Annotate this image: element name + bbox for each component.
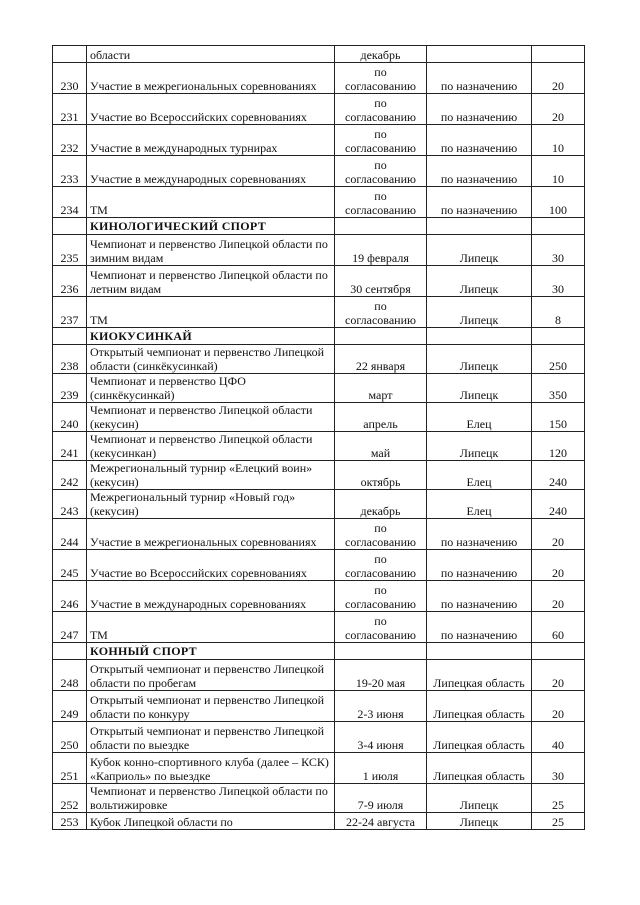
event-date: декабрь <box>335 490 427 519</box>
event-place: Липецк <box>427 813 532 830</box>
event-date: декабрь <box>335 46 427 63</box>
event-date: по согласованию <box>335 187 427 218</box>
row-number: 247 <box>53 612 87 643</box>
row-number: 252 <box>53 784 87 813</box>
event-date: 3-4 июня <box>335 722 427 753</box>
events-table <box>52 45 585 830</box>
event-place: Елец <box>427 461 532 490</box>
table-row <box>53 753 585 784</box>
events-table-body <box>53 46 585 830</box>
event-place: по назначению <box>427 94 532 125</box>
row-number: 240 <box>53 403 87 432</box>
event-date: 2-3 июня <box>335 691 427 722</box>
event-name: ТМ <box>87 612 335 643</box>
event-place: Липецк <box>427 374 532 403</box>
participant-count: 8 <box>532 297 585 328</box>
event-name: Чемпионат и первенство Липецкой области по зимним видам <box>87 235 335 266</box>
table-row <box>53 374 585 403</box>
participant-count: 20 <box>532 691 585 722</box>
row-number: 238 <box>53 345 87 374</box>
section-title: КИНОЛОГИЧЕСКИЙ СПОРТ <box>87 218 335 235</box>
section-row <box>53 328 585 345</box>
participant-count: 100 <box>532 187 585 218</box>
participant-count: 30 <box>532 235 585 266</box>
participant-count: 30 <box>532 266 585 297</box>
row-number <box>53 46 87 63</box>
document-page <box>52 45 584 830</box>
event-name: Открытый чемпионат и первенство Липецкой области (синкёкусинкай) <box>87 345 335 374</box>
event-name: Участие в международных соревнованиях <box>87 156 335 187</box>
event-date: октябрь <box>335 461 427 490</box>
table-row <box>53 432 585 461</box>
table-row <box>53 345 585 374</box>
event-date: по согласованию <box>335 63 427 94</box>
event-place <box>427 46 532 63</box>
event-place: Липецкая область <box>427 691 532 722</box>
table-row <box>53 461 585 490</box>
section-empty-cell <box>335 643 427 660</box>
participant-count: 250 <box>532 345 585 374</box>
row-number: 237 <box>53 297 87 328</box>
event-place: Липецк <box>427 266 532 297</box>
event-place: Липецкая область <box>427 722 532 753</box>
event-place: по назначению <box>427 63 532 94</box>
event-date: апрель <box>335 403 427 432</box>
event-date: по согласованию <box>335 297 427 328</box>
section-title: КОННЫЙ СПОРТ <box>87 643 335 660</box>
table-row <box>53 813 585 830</box>
row-number: 232 <box>53 125 87 156</box>
event-place: Елец <box>427 490 532 519</box>
participant-count: 30 <box>532 753 585 784</box>
table-row <box>53 156 585 187</box>
event-date: март <box>335 374 427 403</box>
event-name: Чемпионат и первенство Липецкой области (кекусинкан) <box>87 432 335 461</box>
section-empty-cell <box>427 643 532 660</box>
event-place: по назначению <box>427 612 532 643</box>
section-empty-cell <box>427 218 532 235</box>
row-number: 245 <box>53 550 87 581</box>
participant-count: 20 <box>532 581 585 612</box>
event-name: Открытый чемпионат и первенство Липецкой области по выездке <box>87 722 335 753</box>
event-date: май <box>335 432 427 461</box>
event-name: Участие в межрегиональных соревнованиях <box>87 63 335 94</box>
participant-count: 60 <box>532 612 585 643</box>
section-title: КИОКУСИНКАЙ <box>87 328 335 345</box>
row-number: 246 <box>53 581 87 612</box>
section-empty-cell <box>532 218 585 235</box>
event-name: Участие в международных соревнованиях <box>87 581 335 612</box>
event-name: Открытый чемпионат и первенство Липецкой области по конкуру <box>87 691 335 722</box>
event-place: по назначению <box>427 187 532 218</box>
event-place: Липецк <box>427 784 532 813</box>
table-row <box>53 266 585 297</box>
section-row <box>53 643 585 660</box>
participant-count <box>532 46 585 63</box>
participant-count: 150 <box>532 403 585 432</box>
section-empty-cell <box>532 643 585 660</box>
event-date: 7-9 июля <box>335 784 427 813</box>
table-row <box>53 581 585 612</box>
table-row <box>53 660 585 691</box>
section-empty-cell <box>335 218 427 235</box>
event-place: по назначению <box>427 156 532 187</box>
event-name: Чемпионат и первенство ЦФО (синкёкусинкай) <box>87 374 335 403</box>
event-place: по назначению <box>427 550 532 581</box>
row-number: 235 <box>53 235 87 266</box>
section-empty-cell <box>335 328 427 345</box>
section-empty-cell <box>427 328 532 345</box>
event-name: Участие в межрегиональных соревнованиях <box>87 519 335 550</box>
participant-count: 120 <box>532 432 585 461</box>
event-date: 30 сентября <box>335 266 427 297</box>
row-number: 248 <box>53 660 87 691</box>
row-number: 239 <box>53 374 87 403</box>
row-number: 251 <box>53 753 87 784</box>
row-number: 231 <box>53 94 87 125</box>
event-date: по согласованию <box>335 612 427 643</box>
section-row <box>53 218 585 235</box>
participant-count: 240 <box>532 461 585 490</box>
table-row <box>53 403 585 432</box>
table-row <box>53 550 585 581</box>
event-place: Липецкая область <box>427 753 532 784</box>
event-date: по согласованию <box>335 156 427 187</box>
event-name: области <box>87 46 335 63</box>
section-num-cell <box>53 328 87 345</box>
event-name: Чемпионат и первенство Липецкой области по вольтижировке <box>87 784 335 813</box>
participant-count: 20 <box>532 519 585 550</box>
table-row <box>53 94 585 125</box>
table-row <box>53 784 585 813</box>
row-number: 250 <box>53 722 87 753</box>
participant-count: 40 <box>532 722 585 753</box>
table-row <box>53 63 585 94</box>
table-row <box>53 125 585 156</box>
event-name: ТМ <box>87 297 335 328</box>
event-place: Липецкая область <box>427 660 532 691</box>
event-date: по согласованию <box>335 125 427 156</box>
event-name: ТМ <box>87 187 335 218</box>
row-number: 244 <box>53 519 87 550</box>
table-row <box>53 612 585 643</box>
participant-count: 20 <box>532 94 585 125</box>
event-date: по согласованию <box>335 550 427 581</box>
event-date: по согласованию <box>335 94 427 125</box>
table-row <box>53 235 585 266</box>
section-num-cell <box>53 218 87 235</box>
table-row <box>53 691 585 722</box>
participant-count: 240 <box>532 490 585 519</box>
participant-count: 350 <box>532 374 585 403</box>
table-row <box>53 46 585 63</box>
table-row <box>53 187 585 218</box>
event-name: Кубок конно-спортивного клуба (далее – КСК) «Каприоль» по выездке <box>87 753 335 784</box>
participant-count: 20 <box>532 660 585 691</box>
event-name: Межрегиональный турнир «Елецкий воин» (кекусин) <box>87 461 335 490</box>
event-name: Чемпионат и первенство Липецкой области по летним видам <box>87 266 335 297</box>
participant-count: 25 <box>532 813 585 830</box>
participant-count: 10 <box>532 156 585 187</box>
event-date: по согласованию <box>335 581 427 612</box>
event-date: 22-24 августа <box>335 813 427 830</box>
event-place: Липецк <box>427 235 532 266</box>
event-date: 22 января <box>335 345 427 374</box>
event-place: Липецк <box>427 432 532 461</box>
table-row <box>53 297 585 328</box>
row-number: 234 <box>53 187 87 218</box>
row-number: 236 <box>53 266 87 297</box>
row-number: 253 <box>53 813 87 830</box>
participant-count: 10 <box>532 125 585 156</box>
event-name: Кубок Липецкой области по <box>87 813 335 830</box>
event-place: Елец <box>427 403 532 432</box>
row-number: 249 <box>53 691 87 722</box>
section-num-cell <box>53 643 87 660</box>
table-row <box>53 490 585 519</box>
participant-count: 20 <box>532 550 585 581</box>
table-row <box>53 519 585 550</box>
event-name: Участие в международных турнирах <box>87 125 335 156</box>
row-number: 242 <box>53 461 87 490</box>
row-number: 233 <box>53 156 87 187</box>
event-name: Участие во Всероссийских соревнованиях <box>87 94 335 125</box>
event-place: Липецк <box>427 297 532 328</box>
event-date: по согласованию <box>335 519 427 550</box>
section-empty-cell <box>532 328 585 345</box>
event-place: Липецк <box>427 345 532 374</box>
event-date: 1 июля <box>335 753 427 784</box>
event-name: Участие во Всероссийских соревнованиях <box>87 550 335 581</box>
row-number: 230 <box>53 63 87 94</box>
event-place: по назначению <box>427 581 532 612</box>
event-place: по назначению <box>427 519 532 550</box>
event-name: Межрегиональный турнир «Новый год» (кекусин) <box>87 490 335 519</box>
event-date: 19 февраля <box>335 235 427 266</box>
row-number: 243 <box>53 490 87 519</box>
event-name: Открытый чемпионат и первенство Липецкой области по пробегам <box>87 660 335 691</box>
table-row <box>53 722 585 753</box>
event-name: Чемпионат и первенство Липецкой области (кекусин) <box>87 403 335 432</box>
participant-count: 25 <box>532 784 585 813</box>
row-number: 241 <box>53 432 87 461</box>
participant-count: 20 <box>532 63 585 94</box>
event-place: по назначению <box>427 125 532 156</box>
event-date: 19-20 мая <box>335 660 427 691</box>
